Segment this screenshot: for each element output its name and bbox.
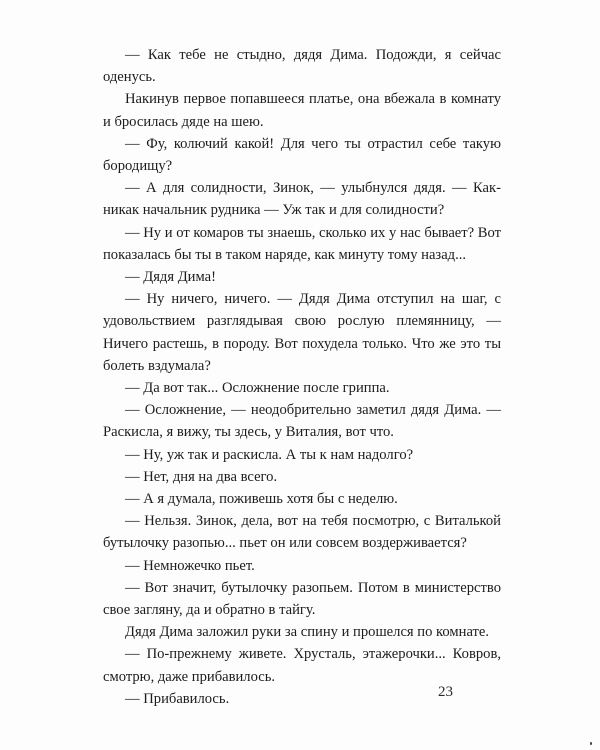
paragraph: — Фу, колючий какой! Для чего ты отрастил себе такую бородищу? xyxy=(103,135,501,175)
scan-artifact xyxy=(590,742,592,745)
paragraph: — А для солидности, Зинок, — улыбнулся дядя. — Как-никак начальник рудника — Уж так и для солидности? xyxy=(103,180,501,219)
paragraph: — Нельзя. Зинок, дела, вот на тебя посмотрю, с Виталькой бутылочку разопью... пьет он или совсем воздерживается? xyxy=(103,513,501,552)
paragraph: Накинув первое попавшееся платье, она вбежала в комнату и бросилась дяде на шею. xyxy=(103,91,501,130)
paragraph: Дядя Дима заложил руки за спину и прошелся по комнате. xyxy=(125,624,490,641)
body-text xyxy=(103,44,501,710)
paragraph: — Дядя Дима! xyxy=(125,269,216,286)
paragraph: — Прибавилось. xyxy=(125,690,230,707)
page-number: 23 xyxy=(438,684,453,700)
paragraph: — Как тебе не стыдно, дядя Дима. Подожди, я сейчас оденусь. xyxy=(103,47,501,86)
paragraph: — Да вот так... Осложнение после гриппа. xyxy=(125,380,390,397)
paragraph: — Нет, дня на два всего. xyxy=(125,468,278,485)
paragraph: — По-прежнему живете. Хрусталь, этажерочки... Ковров, смотрю, даже прибавилось. xyxy=(103,646,501,685)
paragraph: — Ну и от комаров ты знаешь, сколько их у нас бывает? Вот показалась бы ты в таком наряде, как минуту тому назад... xyxy=(103,224,501,263)
paragraph: — Ну, уж так и раскисла. А ты к нам надолго? xyxy=(125,446,414,463)
paragraph: — Ну ничего, ничего. — Дядя Дима отступил на шаг, с удовольствием разглядывая свою рослую племянницу, — Ничего растешь, в породу. Вот похудела только. Что же это ты болеть вздумала? xyxy=(103,291,501,374)
paragraph: — Немножечко пьет. xyxy=(125,557,255,574)
paragraph: — Вот значит, бутылочку разопьем. Потом в министерство свое загляну, да и обратно в тайгу. xyxy=(103,579,501,619)
paragraph: — А я думала, поживешь хотя бы с неделю. xyxy=(125,491,398,508)
paragraph: — Осложнение, — неодобрительно заметил дядя Дима. — Раскисла, я вижу, ты здесь, у Виталия, вот что. xyxy=(103,402,501,441)
